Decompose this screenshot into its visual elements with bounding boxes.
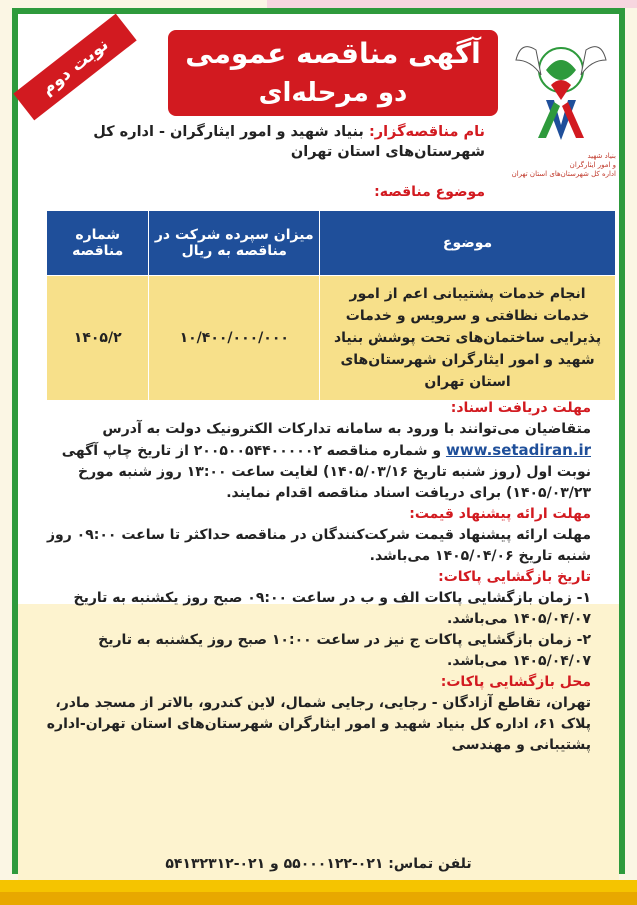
bid-text: مهلت ارائه پیشنهاد قیمت شرکت‌کنندگان در مناقصه حداکثر تا ساعت ۰۹:۰۰ روز شنبه تاریخ ۱۴۰۵/۰۴/۰۶ می‌باشد. [46,527,591,564]
foundation-logo [506,30,616,190]
logo-emblem-icon [506,30,616,150]
table-row [47,276,616,401]
place-text: تهران، تقاطع آزادگان - رجایی، رجایی شمال، لاین کندرو، بالاتر از مسجد مادر، پلاک ۶۱، اداره کل بنیاد شهید و امور ایثارگران شهرستان‌های استان تهران-اداره پشتیبانی و مهندسی [46,695,591,753]
top-pink-bar [267,0,637,8]
header-deposit: میزان سپرده شرکت در مناقصه به ریال [149,211,320,276]
tender-table [46,210,616,401]
cell-deposit: ۱۰/۴۰۰/۰۰۰/۰۰۰ [149,276,320,401]
setadiran-link[interactable]: www.setadiran.ir [445,441,591,459]
contact-phone: تلفن تماس: ۰۲۱-۵۵۰۰۰۱۲۲ و ۰۲۱-۵۴۱۳۲۳۱۲ [165,856,472,872]
bottom-orange-bar [0,892,637,905]
cell-number: ۱۴۰۵/۲ [47,276,149,401]
notice-title [168,30,498,116]
open-item-1: ۱- زمان بازگشایی پاکات الف و ب در ساعت ۰۹:۰۰ صبح روز یکشنبه به تاریخ ۱۴۰۵/۰۴/۰۷ می‌باشد. [73,590,591,627]
logo-caption: بنیاد شهید و امور ایثارگران اداره کل شهرستان‌های استان تهران [511,152,616,178]
place-title: محل بازگشایی پاکات: [440,674,591,690]
round-badge: نوبت دوم [13,14,136,121]
organizer-label: نام مناقصه‌گزار: [368,124,485,140]
cell-subject: انجام خدمات پشتیبانی اعم از امور خدمات نظافتی و سرویس و خدمات پذیرایی ساختمان‌های تحت پوشش بنیاد شهید و امور ایثارگران شهرستان‌های استان تهران [320,276,616,401]
open-title: تاریخ بازگشایی پاکات: [438,569,591,585]
bid-title: مهلت ارائه پیشنهاد قیمت: [409,506,591,522]
docs-text: متقاضیان می‌توانند با ورود به سامانه تدارکات الکترونیک دولت به آدرس www.setadiran.ir و شماره مناقصه ۲۰۰۵۰۰۵۴۴۰۰۰۰۰۲ از تاریخ چاپ آگهی نوبت اول (روز شنبه تاریخ ۱۴۰۵/۰۳/۱۶) لغایت ساعت ۱۳:۰۰ روز شنبه مورخ ۱۴۰۵/۰۳/۲۳) برای دریافت اسناد مناقصه اقدام نمایند. [61,421,591,501]
title-line-1: آگهی مناقصه عمومی [185,37,481,70]
header-subject: موضوع [320,211,616,276]
title-line-2: دو مرحله‌ای [258,78,408,108]
open-item-2: ۲- زمان بازگشایی پاکات ج نیز در ساعت ۱۰:۰۰ صبح روز یکشنبه به تاریخ ۱۴۰۵/۰۴/۰۷ می‌باشد. [98,632,591,669]
docs-title: مهلت دریافت اسناد: [450,400,591,416]
bottom-yellow-bar [0,880,637,892]
header-number: شماره مناقصه [47,211,149,276]
notice-body [46,398,591,756]
notice-frame [12,8,625,874]
organizer [42,122,485,162]
subject-label: موضوع مناقصه: [374,184,485,200]
organizer-value: بنیاد شهید و امور ایثارگران - اداره کل شهرستان‌های استان تهران [93,124,485,160]
